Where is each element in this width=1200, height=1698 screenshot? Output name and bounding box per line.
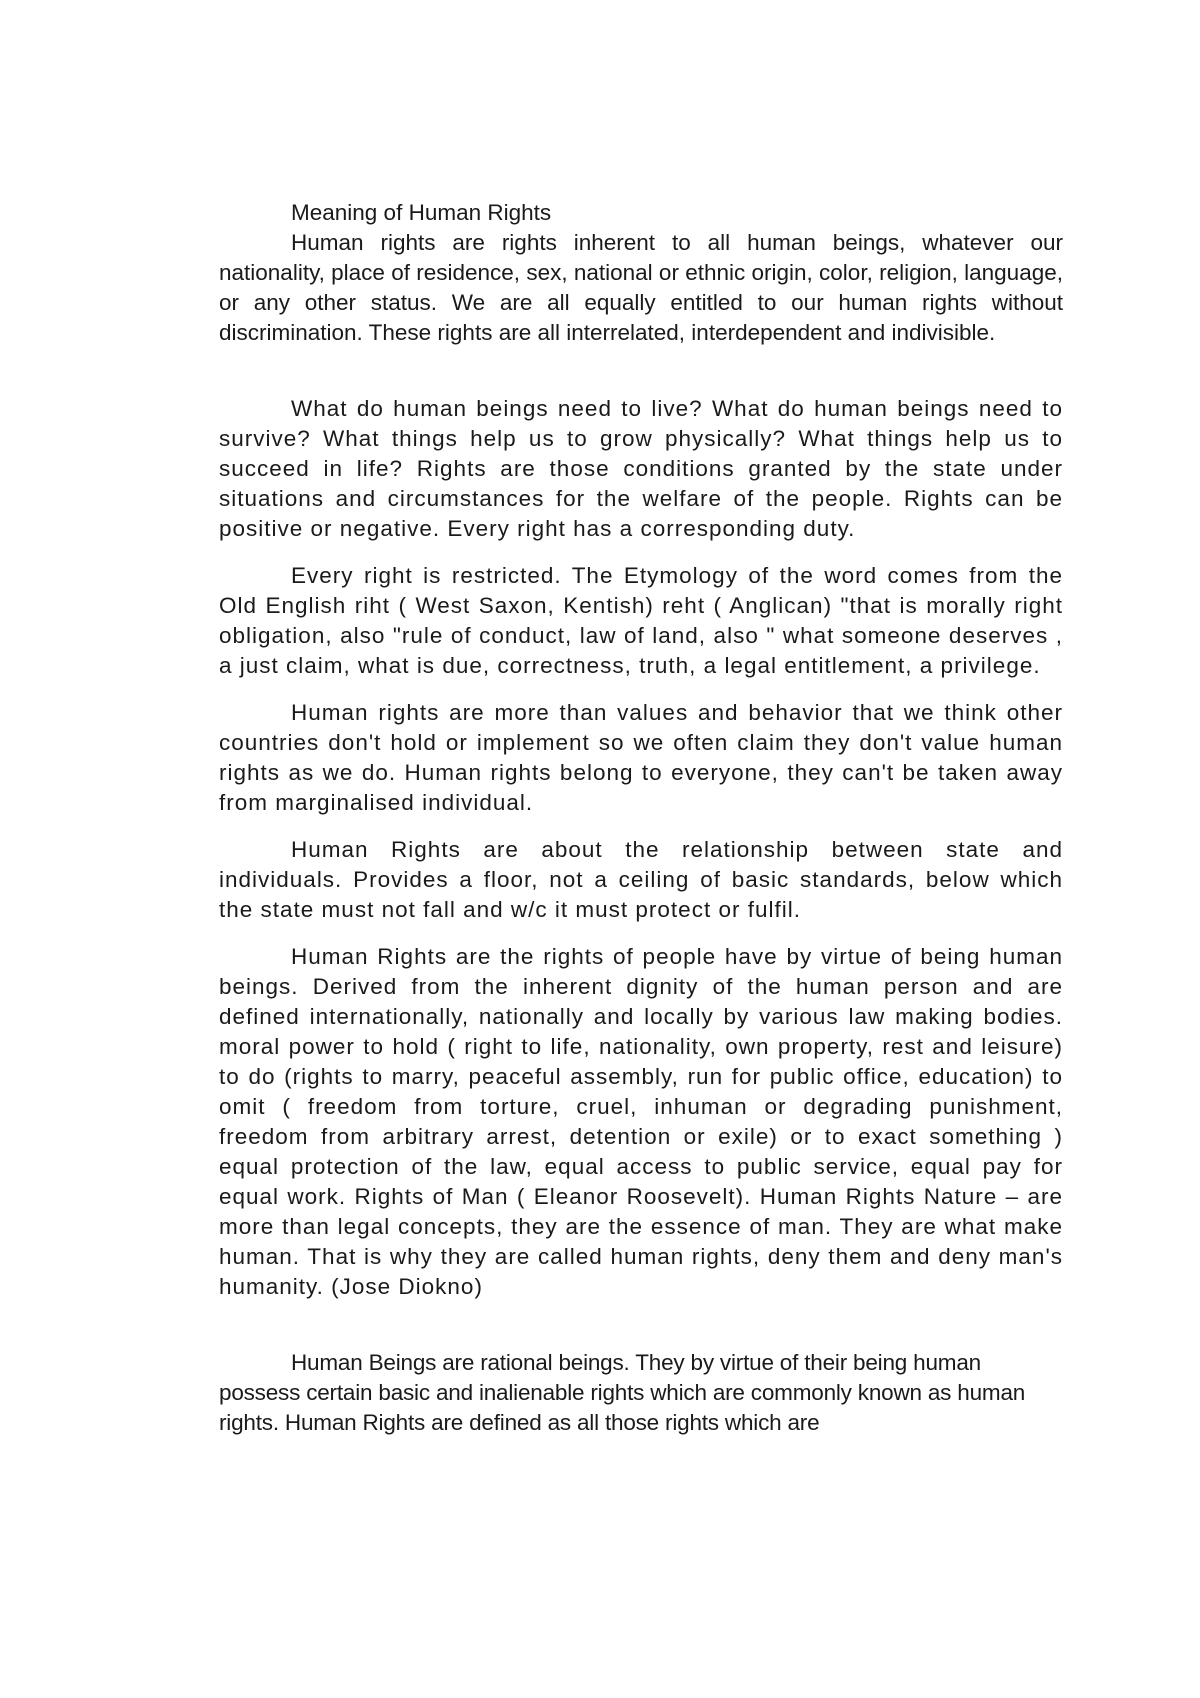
document-page	[219, 198, 1063, 1438]
paragraph-values: Human rights are more than values and behavior that we think other countries don't hold or implement so we often claim they don't value human rights as we do. Human rights belong to everyone, they can't be taken away from marginalised individual.	[219, 700, 1063, 815]
paragraph-definition: Human rights are rights inherent to all human beings, whatever our nationality, place of residence, sex, national or ethnic origin, color, religion, language, or any other status. We are all equally entitled to our human rights without discrimination. These rights are all interrelated, interdependent and indivisible.	[219, 230, 1063, 345]
paragraph-needs: What do human beings need to live? What do human beings need to survive? What things help us to grow physically? What things help us to succeed in life? Rights are those conditions granted by the state under situations and circumstances for the welfare of the people. Rights can be positive or negative. Every right has a corresponding duty.	[219, 396, 1063, 541]
paragraph-etymology: Every right is restricted. The Etymology of the word comes from the Old English riht ( West Saxon, Kentish) reht ( Anglican) "that is morally right obligation, also "rule of conduct, law of land, also " what someone deserves , a just claim, what is due, correctness, truth, a legal entitlement, a privilege.	[219, 563, 1063, 678]
paragraph-state-relationship: Human Rights are about the relationship between state and individuals. Provides a floor, not a ceiling of basic standards, below which the state must not fall and w/c it must protect or fulfil.	[219, 837, 1063, 922]
document-title: Meaning of Human Rights	[291, 200, 552, 225]
paragraph-rational-beings: Human Beings are rational beings. They by virtue of their being human possess certain basic and inalienable rights which are commonly known as human rights. Human Rights are defined as all those rights which are	[219, 1350, 1026, 1435]
paragraph-virtue-of-being-human: Human Rights are the rights of people have by virtue of being human beings. Derived from the inherent dignity of the human person and are defined internationally, nationally and locally by various law making bodies. moral power to hold ( right to life, nationality, own property, rest and leisure) to do (rights to marry, peaceful assembly, run for public office, education) to omit ( freedom from torture, cruel, inhuman or degrading punishment, freedom from arbitrary arrest, detention or exile) or to exact something ) equal protection of the law, equal access to public service, equal pay for equal work. Rights of Man ( Eleanor Roosevelt). Human Rights Nature – are more than legal concepts, they are the essence of man. They are what make human. That is why they are called human rights, deny them and deny man's humanity. (Jose Diokno)	[219, 944, 1063, 1299]
